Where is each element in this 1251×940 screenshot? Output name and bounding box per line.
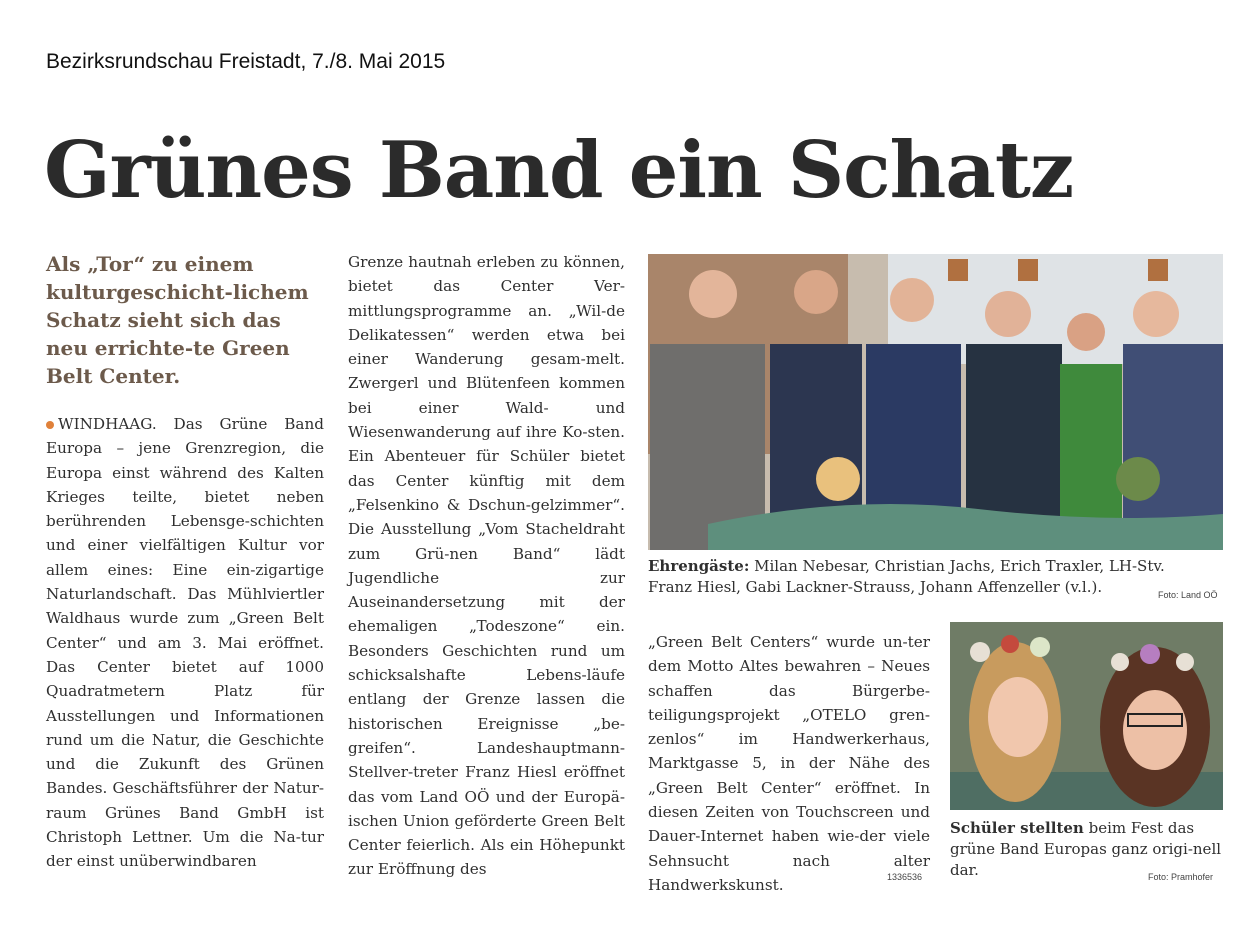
- column-2: [348, 250, 625, 882]
- headline: Grünes Band ein Schatz: [44, 125, 1074, 216]
- lead-text: Als „Tor“ zu einem kulturgeschicht-lichem Schatz sieht sich das neu errichte-te Green Belt Center.: [46, 252, 309, 388]
- column-3-text: „Green Belt Centers“ wurde un-ter dem Motto Altes bewahren – Neues schaffen das Bürgerbe-teiligungsprojekt „OTELO gren-zenlos“ im Handwerkerhaus, Marktgasse 5, in der Nähe des „Green Belt Center“ eröffnet. In diesen Zeiten von Touchscreen und Dauer-Internet haben wie-der viele Sehnsucht nach alter Handwerkskunst.: [648, 633, 930, 894]
- photo-students: [950, 622, 1223, 810]
- photo-credit-students: Foto: Pramhofer: [1148, 872, 1214, 882]
- column-3: [648, 630, 930, 897]
- column-2-text: Grenze hautnah erleben zu können, bietet das Center Ver-mittlungsprogramme an. „Wil-de Delikatessen“ werden etwa bei einer Wanderung gesam-melt. Zwergerl und Blütenfeen kommen bei einer Wald- und Wiesenwanderung auf ihre Ko-sten. Ein Abenteuer für Schüler bietet das Center künftig mit dem „Felsenkino & Dschun-gelzimmer“. Die Ausstellung „Vom Stacheldraht zum Grü-nen Band“ lädt Jugendliche zur Auseinandersetzung mit der ehemaligen „Todeszone“ ein. Besonders Geschichten rund um schicksalshafte Lebens-läufe entlang der Grenze lassen die historischen Ereignisse „be-greifen“. Landeshauptmann-Stellver-treter Franz Hiesl eröffnet das vom Land OÖ und der Europä-ischen Union geförderte Green Belt Center feierlich. Als ein Höhepunkt zur Eröffnung des: [348, 253, 625, 879]
- photo-credit-guests: Foto: Land OÖ: [1158, 590, 1218, 600]
- caption-students-bold: Schüler stellten: [950, 819, 1084, 837]
- caption-students-text: beim Fest das grüne Band Europas ganz origi-nell dar.: [950, 819, 1222, 879]
- caption-guests: [648, 556, 1208, 598]
- column-1: [46, 412, 324, 874]
- bullet-dot-icon: [46, 421, 54, 429]
- photo-guests: [648, 254, 1223, 550]
- column-1-text: WINDHAAG. Das Grüne Band Europa – jene Grenzregion, die Europa einst während des Kalten Krieges teilte, bietet neben berührenden Lebensge-schichten und einer vielfältigen Kultur vor allem eines: Eine ein-zigartige Naturlandschaft. Das Mühlviertler Waldhaus wurde zum „Green Belt Center“ und am 3. Mai eröffnet. Das Center bietet auf 1000 Quadratmetern Platz für Ausstellungen und Informationen rund um die Natur, die Geschichte und die Zukunft des Grünen Bandes. Geschäftsführer der Natur-raum Grünes Band GmbH ist Christoph Lettner. Um die Na-tur der einst unüberwindbaren: [46, 415, 324, 871]
- caption-guests-text: Milan Nebesar, Christian Jachs, Erich Traxler, LH-Stv. Franz Hiesl, Gabi Lackner-Strauss, Johann Affenzeller (v.l.).: [648, 557, 1165, 596]
- source-line: Bezirksrundschau Freistadt, 7./8. Mai 2015: [46, 50, 446, 73]
- caption-guests-bold: Ehrengäste:: [648, 557, 750, 575]
- photo-students-illustration: [950, 622, 1223, 810]
- photo-guests-illustration: [648, 254, 1223, 550]
- article-code: 1336536: [887, 872, 923, 882]
